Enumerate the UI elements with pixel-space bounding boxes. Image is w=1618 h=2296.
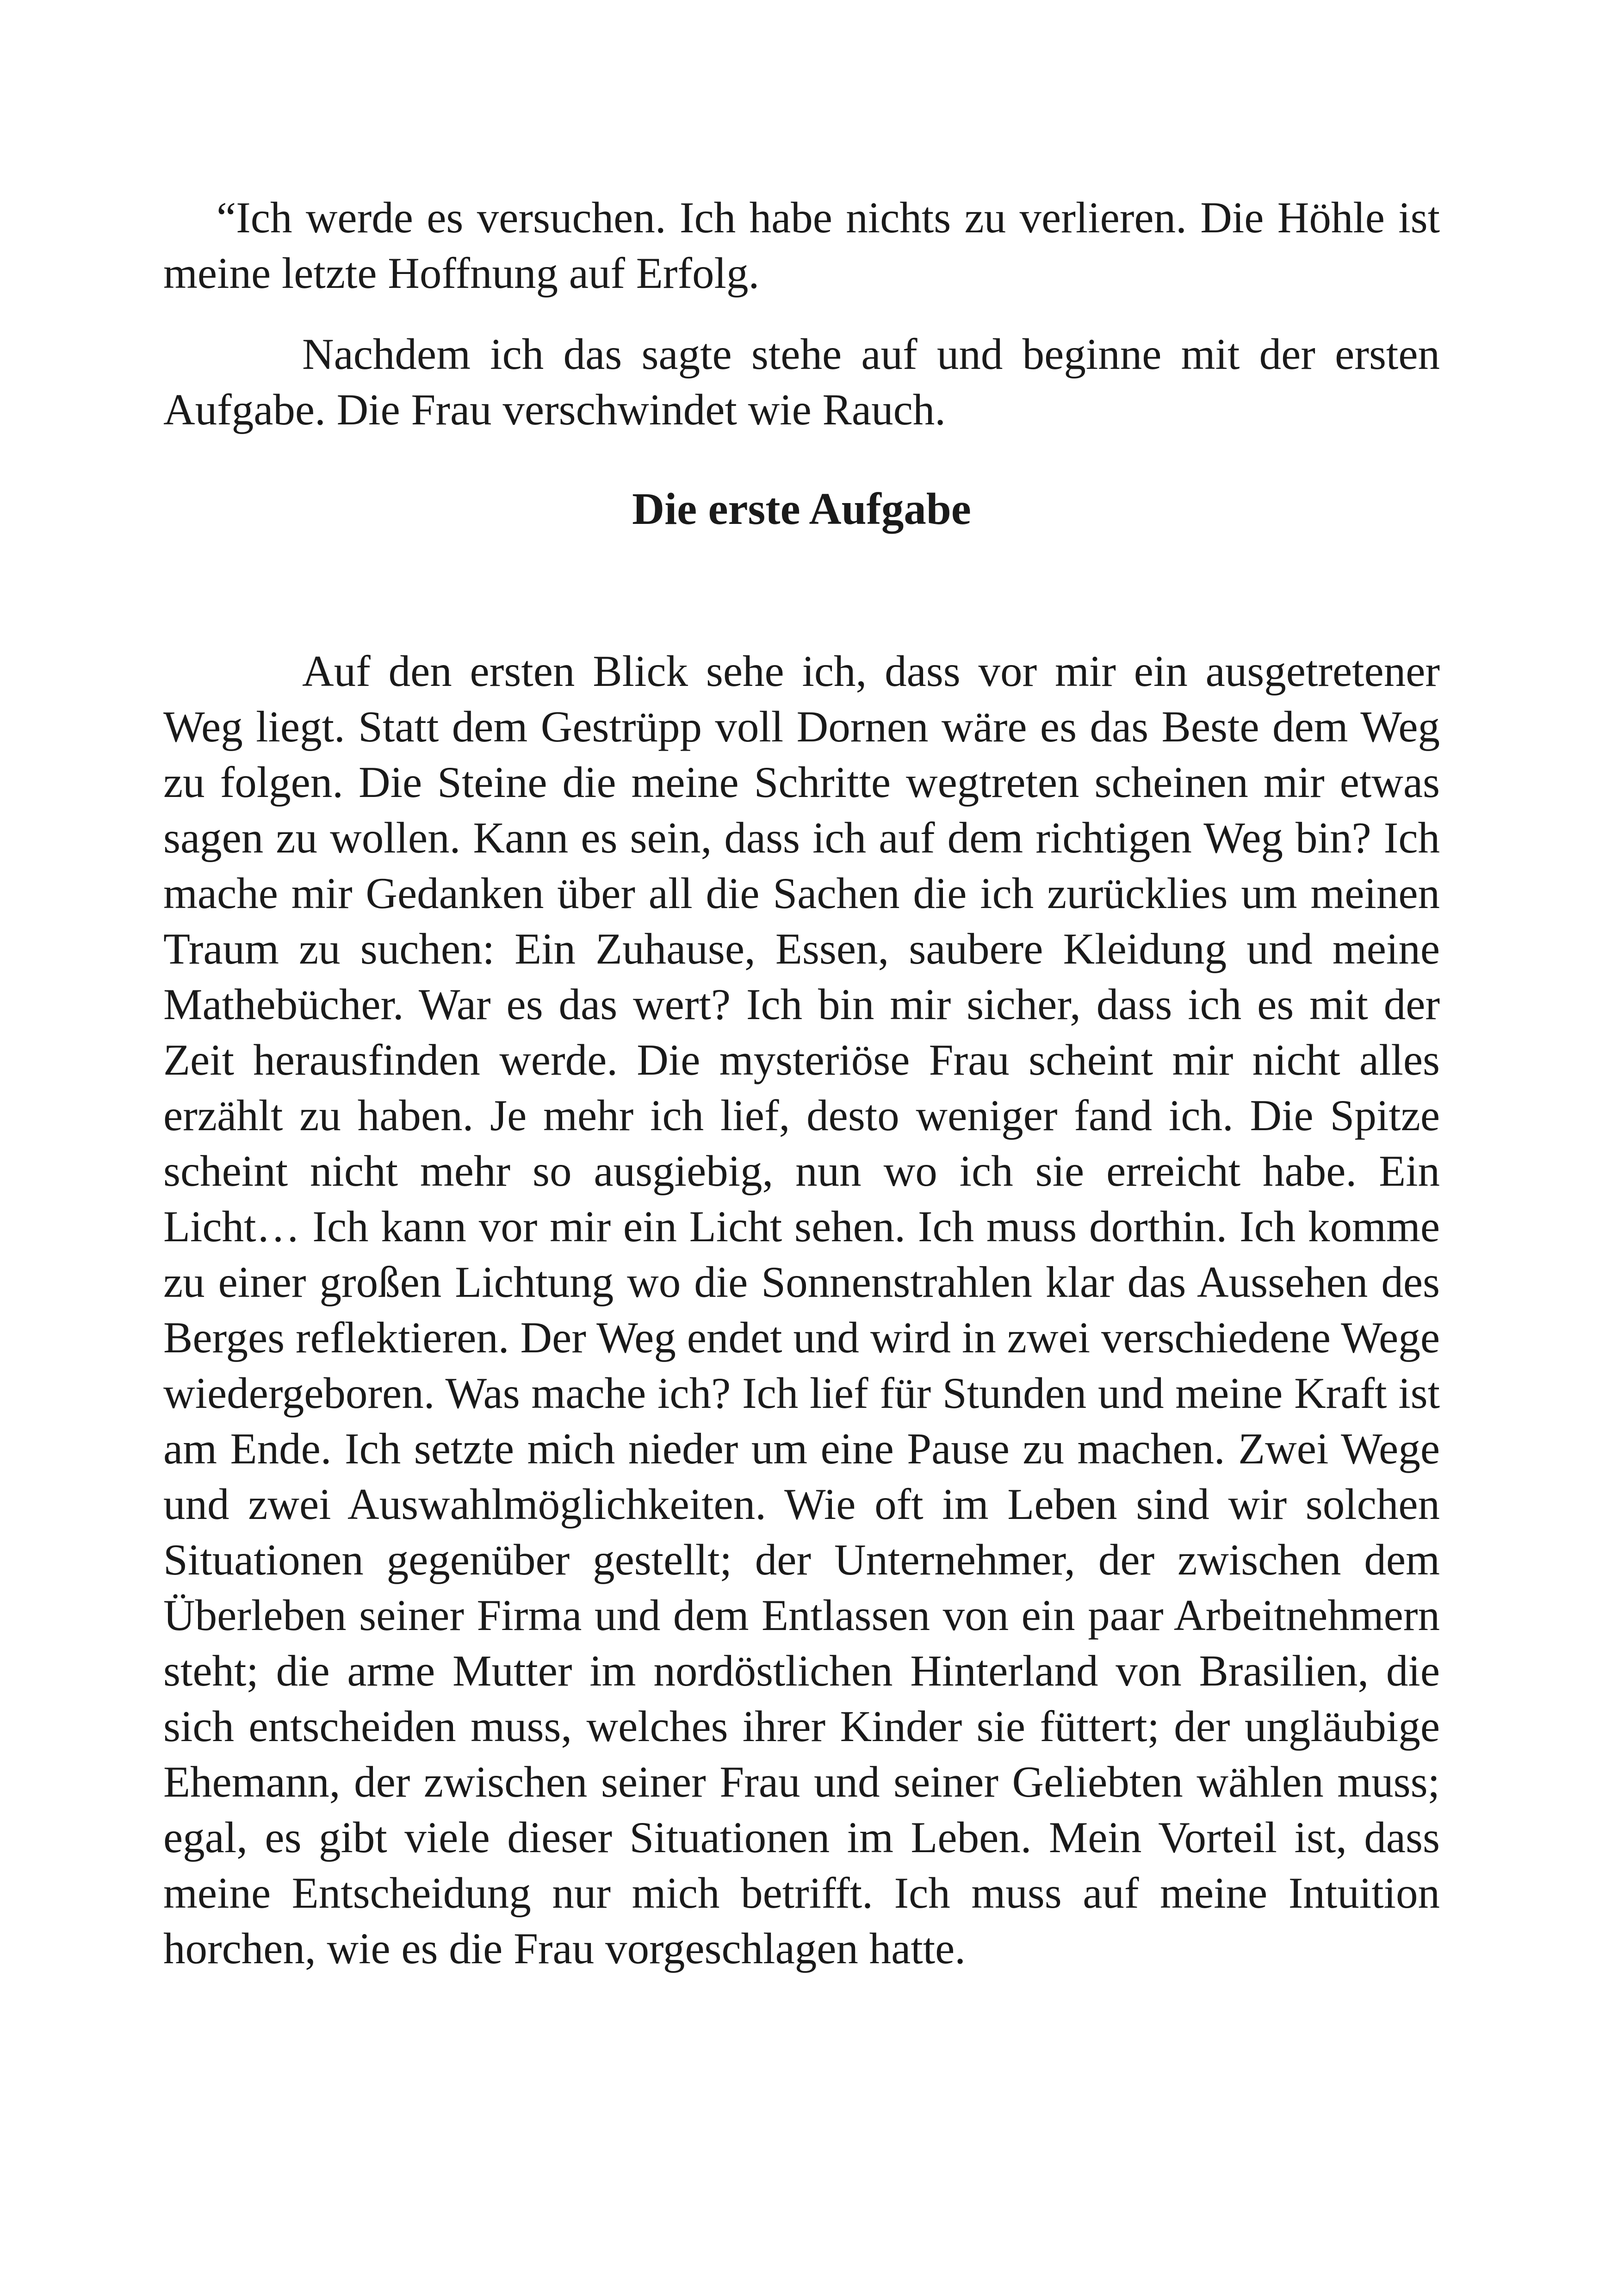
paragraph-body: Auf den ersten Blick sehe ich, dass vor mir ein ausgetretener Weg liegt. Statt dem Gestrüpp voll Dornen wäre es das Beste dem Weg zu folgen. Die Steine die meine Schritte wegtreten scheinen mir etwas sagen zu wollen. Kann es sein, dass ich auf dem richtigen Weg bin? Ich mache mir Gedanken über all die Sachen die ich zurücklies um meinen Traum zu suchen: Ein Zuhause, Essen, saubere Kleidung und meine Mathebücher. War es das wert? Ich bin mir sicher, dass ich es mit der Zeit herausfinden werde. Die mysteriöse Frau scheint mir nicht alles erzählt zu haben. Je mehr ich lief, desto weniger fand ich. Die Spitze scheint nicht mehr so ausgiebig, nun wo ich sie erreicht habe. Ein Licht… Ich kann vor mir ein Licht sehen. Ich muss dorthin. Ich komme zu einer großen Lichtung wo die Sonnenstrahlen klar das Aussehen des Berges reflektieren. Der Weg endet und wird in zwei verschiedene Wege wiedergeboren. Was mache ich? Ich lief für Stunden und meine Kraft ist am Ende. Ich setzte mich nieder um eine Pause zu machen. Zwei Wege und zwei Auswahlmöglichkeiten. Wie oft im Leben sind wir solchen Situationen gegenüber gestellt; der Unternehmer, der zwischen dem Überleben seiner Firma und dem Entlassen von ein paar Arbeitnehmern steht; die arme Mutter im nordöstlichen Hinterland von Brasilien, die sich entscheiden muss, welches ihrer Kinder sie füttert; der ungläubige Ehemann, der zwischen seiner Frau und seiner Geliebten wählen muss; egal, es gibt viele dieser Situationen im Leben. Mein Vorteil ist, dass meine Entscheidung nur mich betrifft. Ich muss auf meine Intuition horchen, wie es die Frau vorgeschlagen hatte. xyxy=(163,647,1440,1973)
paragraph-transition: Nachdem ich das sagte stehe auf und beginne mit der ersten Aufgabe. Die Frau verschwindet wie Rauch. xyxy=(163,330,1440,434)
document-page xyxy=(163,190,1440,1976)
section-heading: Die erste Aufgabe xyxy=(632,484,971,534)
paragraph-dialogue: “Ich werde es versuchen. Ich habe nichts zu verlieren. Die Höhle ist meine letzte Hoffnung auf Erfolg. xyxy=(163,193,1440,298)
